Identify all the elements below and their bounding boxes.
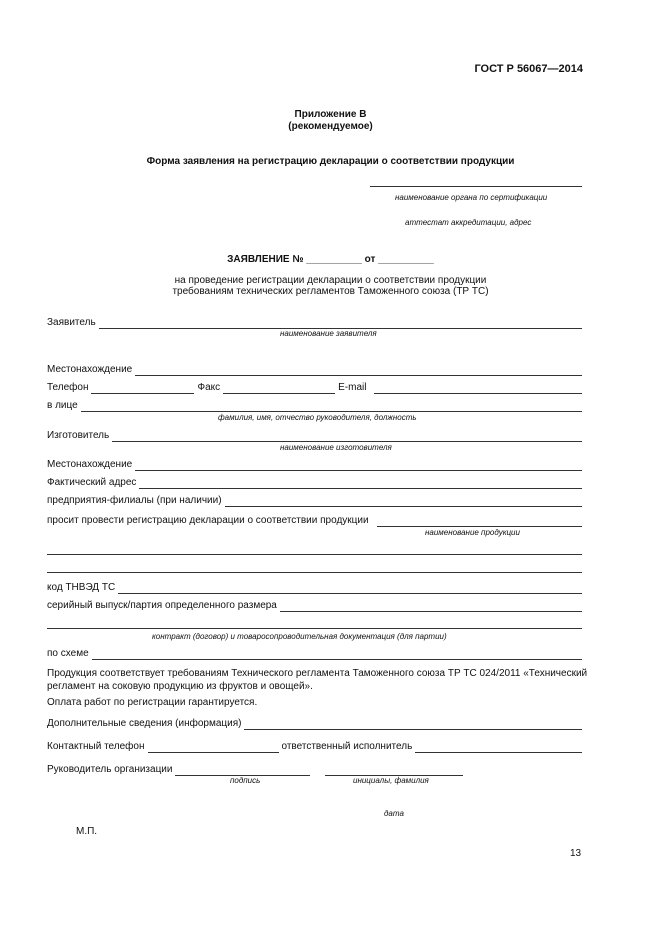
director-row (47, 764, 467, 776)
additional-label: Дополнительные сведения (информация) (47, 718, 242, 729)
applicant-label: Заявитель (47, 317, 96, 328)
manufacturer-row (47, 430, 582, 442)
additional-row (47, 718, 582, 730)
signature-hint: подпись (230, 776, 261, 785)
actual-address-field[interactable] (139, 479, 582, 489)
email-field[interactable] (374, 384, 582, 394)
fax-field[interactable] (223, 384, 335, 394)
request-label: просит провести регистрацию декларации о соответствии продукции (47, 515, 369, 526)
scheme-field[interactable] (92, 650, 582, 660)
form-title: Форма заявления на регистрацию декларации о соответствии продукции (146, 156, 515, 167)
actual-address-label: Фактический адрес (47, 477, 137, 488)
product-line-3[interactable] (47, 572, 582, 573)
location2-label: Местонахождение (47, 459, 133, 470)
statement-title: ЗАЯВЛЕНИЕ № __________ от __________ (227, 254, 434, 265)
appendix-subtitle: (рекомендуемое) (288, 121, 373, 132)
contact-phone-label: Контактный телефон (47, 741, 145, 752)
appendix-title: Приложение В (294, 109, 367, 120)
contract-line[interactable] (47, 628, 582, 629)
tnved-row (47, 582, 582, 594)
contacts-row (47, 382, 582, 394)
location2-row (47, 459, 582, 471)
director-label: Руководитель организации (47, 764, 173, 775)
signature-field[interactable] (175, 766, 310, 776)
manufacturer-field[interactable] (112, 432, 582, 442)
email-label: E-mail (338, 382, 367, 393)
payment-text: Оплата работ по регистрации гарантируется. (47, 697, 258, 708)
certification-body-hint: наименование органа по сертификации (395, 193, 548, 202)
page-number: 13 (570, 848, 582, 859)
person-hint: фамилия, имя, отчество руководителя, должность (218, 413, 417, 422)
contract-hint: контракт (договор) и товаросопроводительная документация (для партии) (152, 632, 447, 641)
additional-field[interactable] (244, 720, 582, 730)
scheme-label: по схеме (47, 648, 89, 659)
contact-row (47, 741, 582, 753)
tnved-label: код ТНВЭД ТС (47, 582, 116, 593)
certification-body-line (370, 186, 582, 187)
product-hint: наименование продукции (425, 528, 520, 537)
standard-number: ГОСТ Р 56067—2014 (474, 63, 583, 75)
stamp-label: М.П. (76, 826, 98, 837)
fax-label: Факс (197, 382, 221, 393)
date-hint: дата (384, 809, 404, 818)
request-row (47, 515, 582, 527)
contact-phone-field[interactable] (148, 743, 279, 753)
applicant-field[interactable] (99, 319, 582, 329)
scheme-row (47, 648, 582, 660)
serial-field[interactable] (280, 602, 582, 612)
branches-field[interactable] (225, 497, 582, 507)
initials-hint: инициалы, фамилия (353, 776, 429, 785)
tnved-field[interactable] (118, 584, 582, 594)
statement-line-1: на проведение регистрации декларации о соответствии продукции (174, 275, 487, 286)
person-label: в лице (47, 400, 78, 411)
phone-label: Телефон (47, 382, 89, 393)
product-field[interactable] (377, 517, 582, 527)
statement-line-2: требованиям технических регламентов Таможенного союза (ТР ТС) (172, 286, 489, 297)
compliance-line-1: Продукция соответствует требованиям Технического регламента Таможенного союза ТР ТС 024/2011 «Технический (47, 668, 588, 679)
manufacturer-hint: наименование изготовителя (280, 443, 392, 452)
phone-field[interactable] (91, 384, 194, 394)
serial-label: серийный выпуск/партия определенного размера (47, 600, 277, 611)
compliance-line-2: регламент на соковую продукцию из фруктов и овощей». (47, 681, 313, 692)
person-row (47, 400, 582, 412)
manufacturer-label: Изготовитель (47, 430, 110, 441)
location-row (47, 364, 582, 376)
serial-row (47, 600, 582, 612)
location-field[interactable] (135, 366, 582, 376)
branches-label: предприятия-филиалы (при наличии) (47, 495, 222, 506)
applicant-row (47, 317, 582, 329)
accreditation-hint: аттестат аккредитации, адрес (405, 218, 532, 227)
executor-field[interactable] (415, 743, 582, 753)
location-label: Местонахождение (47, 364, 133, 375)
person-field[interactable] (81, 402, 582, 412)
applicant-hint: наименование заявителя (280, 329, 377, 338)
branches-row (47, 495, 582, 507)
actual-address-row (47, 477, 582, 489)
executor-label: ответственный исполнитель (281, 741, 413, 752)
initials-field[interactable] (325, 766, 463, 776)
product-line-2[interactable] (47, 554, 582, 555)
location2-field[interactable] (135, 461, 582, 471)
